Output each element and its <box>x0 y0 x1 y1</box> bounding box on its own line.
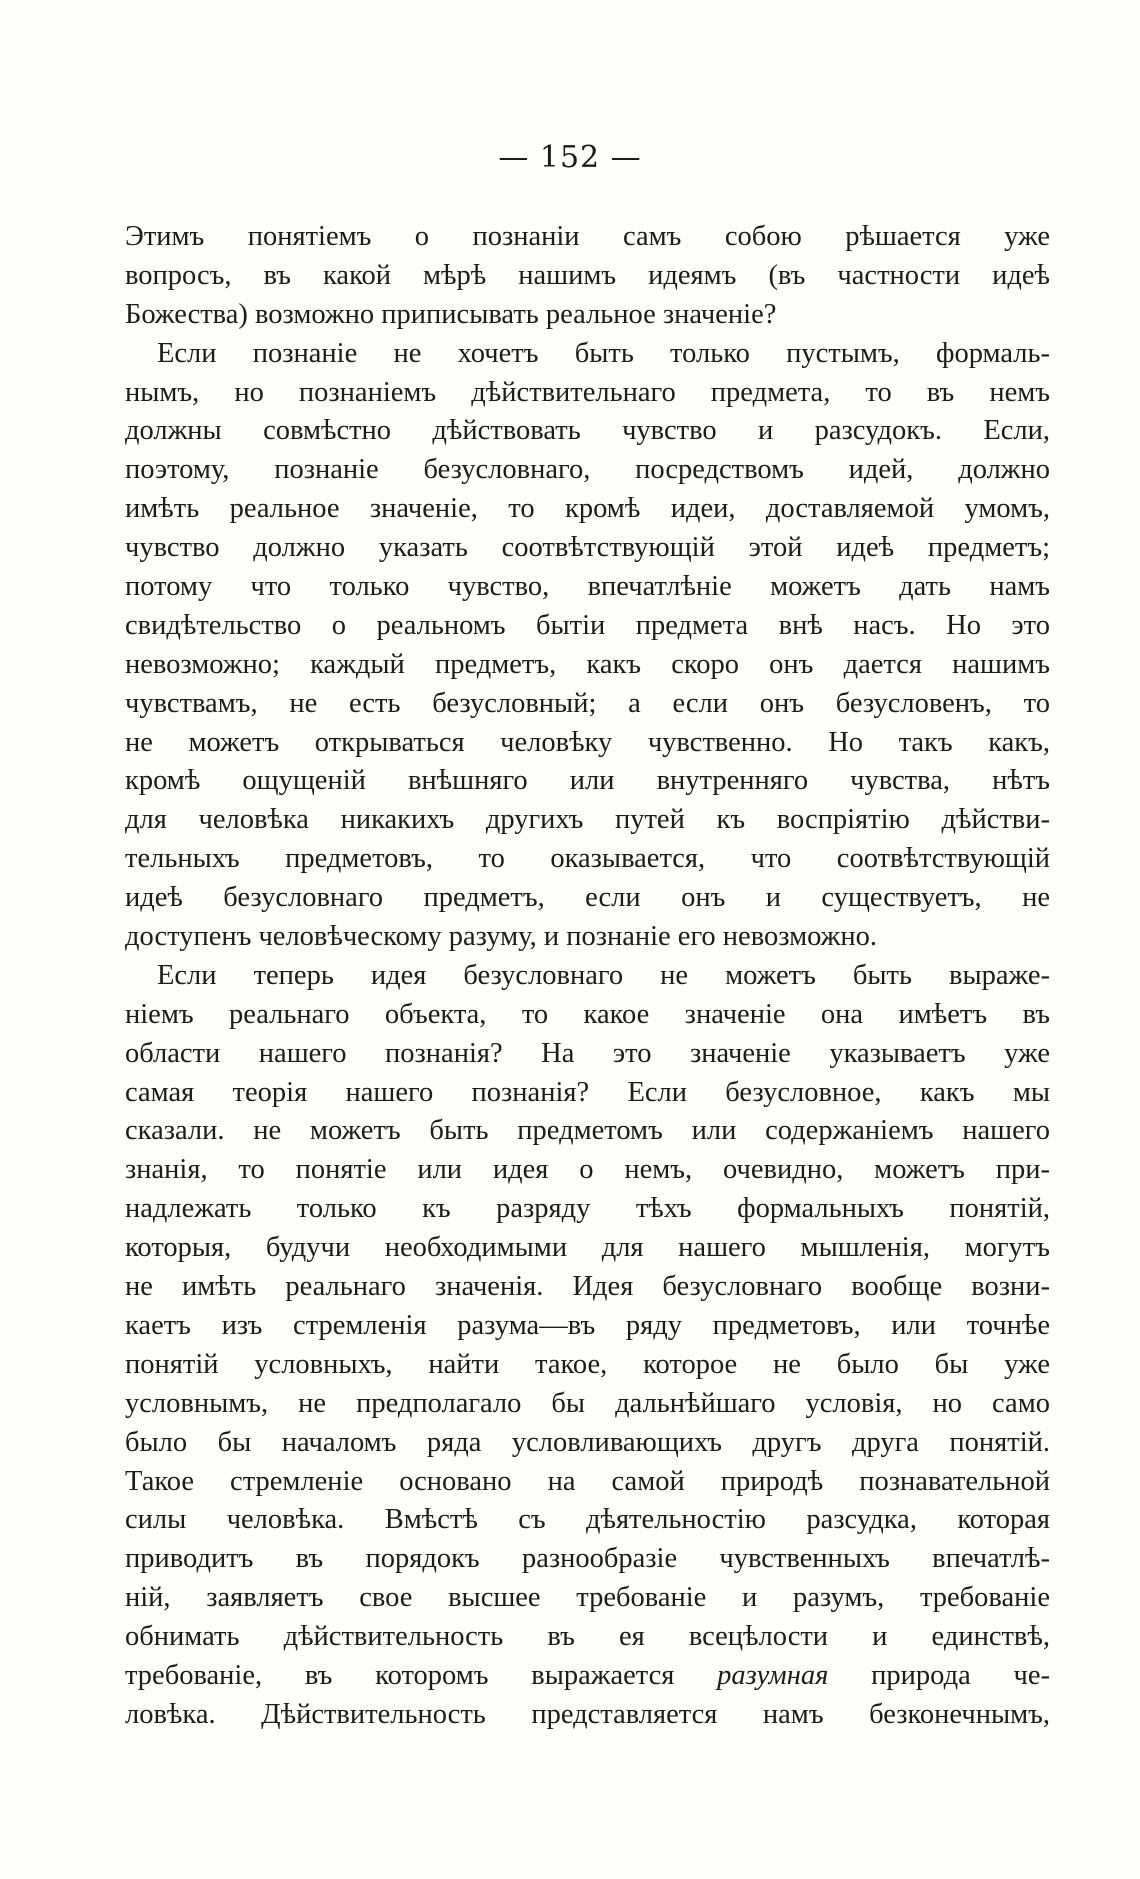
text-line: Если теперь идея безусловнаго не можетъ быть выраже- <box>157 959 1050 991</box>
text-line-with-emphasis <box>125 1657 1050 1696</box>
text-line: доступенъ человѣческому разуму, и познаніе его невозможно. <box>125 921 877 953</box>
text-line: поэтому, познаніе безусловнаго, посредствомъ идей, должно <box>125 454 1050 486</box>
text-line: самая теорія нашего познанія? Если безусловное, какъ мы <box>125 1076 1050 1108</box>
text-line: Такое стремленіе основано на самой природѣ познавательной <box>125 1465 1050 1497</box>
text-line: Божества) возможно приписывать реальное значеніе? <box>125 298 777 330</box>
text-line: которыя, будучи необходимыми для нашего мышленія, могутъ <box>125 1232 1050 1264</box>
text-line: условнымъ, не предполагало бы дальнѣйшаго условія, но само <box>125 1387 1050 1419</box>
text-line: не имѣть реальнаго значенія. Идея безусловнаго вообще возни- <box>125 1271 1050 1303</box>
text-line: чувство должно указать соотвѣтствующій этой идеѣ предметъ; <box>125 532 1050 564</box>
text-line: понятій условныхъ, найти такое, которое не было бы уже <box>125 1348 1050 1380</box>
text-line: ніемъ реальнаго объекта, то какое значеніе она имѣетъ въ <box>125 998 1050 1030</box>
paragraph-1 <box>125 218 1050 335</box>
paragraph-2 <box>125 335 1050 957</box>
text-line: Этимъ понятіемъ о познаніи самъ собою рѣшается уже <box>125 221 1050 252</box>
text-line: знанія, то понятіе или идея о немъ, очевидно, можетъ при- <box>125 1154 1050 1186</box>
text-line: не можетъ открываться человѣку чувственно. Но такъ какъ, <box>125 726 1050 758</box>
paragraph-3 <box>125 957 1050 1735</box>
line-segment: природа че- <box>828 1659 1050 1691</box>
text-line: каетъ изъ стремленія разума—въ ряду предметовъ, или точнѣе <box>125 1309 1050 1341</box>
text-line: имѣть реальное значеніе, то кромѣ идеи, доставляемой умомъ, <box>125 493 1050 525</box>
line-segment: требованіе, въ которомъ выражается <box>125 1659 718 1691</box>
emphasized-word: разумная <box>717 1659 829 1691</box>
text-line: ловѣка. Дѣйствительность представляется намъ безконечнымъ, <box>125 1698 1050 1730</box>
text-line: для человѣка никакихъ другихъ путей къ воспріятію дѣйстви- <box>125 804 1050 836</box>
text-line: свидѣтельство о реальномъ бытіи предмета внѣ насъ. Но это <box>125 609 1050 641</box>
text-line: приводитъ въ порядокъ разнообразіе чувственныхъ впечатлѣ- <box>125 1543 1050 1575</box>
page-number: — 152 — <box>498 140 642 175</box>
text-line: обнимать дѣйствительность въ ея всецѣлости и единствѣ, <box>125 1621 1050 1653</box>
text-line: ній, заявляетъ свое высшее требованіе и разумъ, требованіе <box>125 1582 1050 1614</box>
text-line: надлежать только къ разряду тѣхъ формальныхъ понятій, <box>125 1193 1050 1225</box>
body-text <box>125 218 1050 1735</box>
text-line: тельныхъ предметовъ, то оказывается, что соотвѣтствующій <box>125 843 1050 875</box>
text-line: невозможно; каждый предметъ, какъ скоро онъ дается нашимъ <box>125 648 1050 680</box>
text-line: области нашего познанія? На это значеніе указываетъ уже <box>125 1037 1050 1069</box>
text-line: должны совмѣстно дѣйствовать чувство и разсудокъ. Если, <box>125 415 1050 447</box>
text-line: вопросъ, въ какой мѣрѣ нашимъ идеямъ (въ частности идеѣ <box>125 259 1050 291</box>
text-line: идеѣ безусловнаго предметъ, если онъ и существуетъ, не <box>125 882 1050 914</box>
text-line: чувствамъ, не есть безусловный; а если онъ безусловенъ, то <box>125 687 1050 719</box>
text-line: силы человѣка. Вмѣстѣ съ дѣятельностію разсудка, которая <box>125 1504 1050 1536</box>
text-line: Если познаніе не хочетъ быть только пустымъ, формаль- <box>157 337 1050 369</box>
text-line: потому что только чувство, впечатлѣніе можетъ дать намъ <box>125 571 1050 603</box>
text-line: кромѣ ощущеній внѣшняго или внутренняго чувства, нѣтъ <box>125 765 1050 797</box>
text-line: было бы началомъ ряда условливающихъ другъ друга понятій. <box>125 1426 1050 1458</box>
text-line: сказали. не можетъ быть предметомъ или содержаніемъ нашего <box>125 1115 1050 1147</box>
text-line: нымъ, но познаніемъ дѣйствительнаго предмета, то въ немъ <box>125 376 1050 408</box>
